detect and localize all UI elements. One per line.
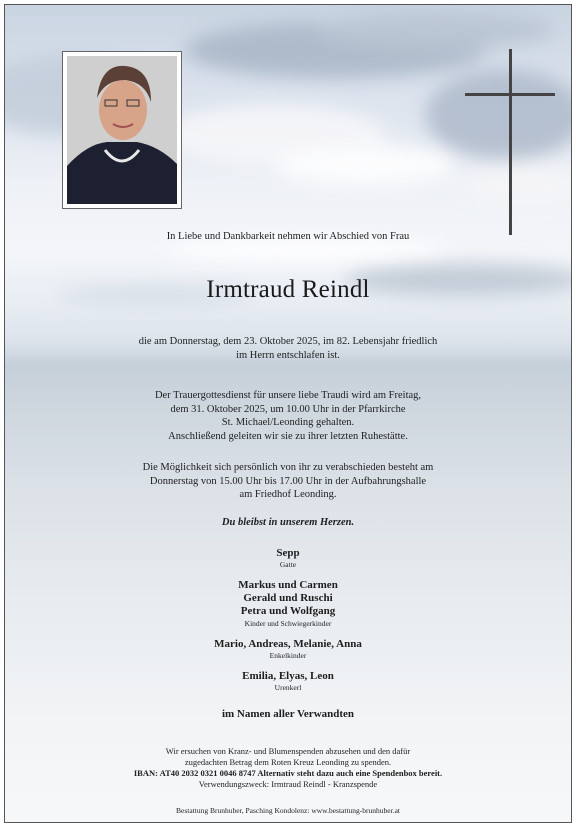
iban-line: IBAN: AT40 2032 0321 0046 8747 Alternativ steht dazu auch eine Spendenbox bereit. [133,768,443,778]
service-line: Der Trauergottesdienst für unsere liebe Traudi wird am Freitag, [154,390,422,401]
mourner-name: Gerald und Ruschi [243,592,333,604]
donation-notice [5,746,571,790]
relation-children: Kinder und Schwiegerkinder [244,619,332,628]
mourner-name: Markus und Carmen [238,579,338,591]
passing-line: die am Donnerstag, dem 23. Oktober 2025, im 82. Lebensjahr friedlich [138,336,438,347]
cross-icon [465,49,557,239]
mourner-great-grandchildren: Emilia, Elyas, Leon [242,670,334,682]
passing-line: im Herrn entschlafen ist. [236,349,340,361]
passing-paragraph [5,335,571,362]
mourner-relatives: im Namen aller Verwandten [221,708,355,720]
farewell-paragraph [5,461,571,502]
portrait-photo [67,56,177,204]
relation-great-grandchildren: Urenkerl [274,683,302,692]
purpose-line: Verwendungszweck: Irmtraud Reindl - Kranzspende [198,779,378,789]
service-line: St. Michael/Leonding gehalten. [221,417,355,428]
donation-line: zugedachten Betrag dem Roten Kreuz Leonding zu spenden. [184,757,392,767]
relation-spouse: Gatte [279,560,297,569]
service-line: Anschließend geleiten wir sie zu ihrer letzten Ruhestätte. [168,430,408,442]
obituary-card [4,4,572,823]
mourner-children [5,579,571,618]
farewell-line: am Friedhof Leonding. [239,489,337,500]
service-line: dem 31. Oktober 2025, um 10.00 Uhr in der Pfarrkirche [170,403,406,415]
mourner-grandchildren: Mario, Andreas, Melanie, Anna [214,638,362,650]
intro-text: In Liebe und Dankbarkeit nehmen wir Abschied von Frau [166,231,410,242]
motto: Du bleibst in unserem Herzen. [221,517,355,528]
farewell-line: Donnerstag von 15.00 Uhr bis 17.00 Uhr in der Aufbahrungshalle [149,475,427,487]
service-paragraph [5,389,571,443]
mourner-spouse: Sepp [276,547,300,559]
donation-line: Wir ersuchen von Kranz- und Blumenspenden abzusehen und den dafür [165,746,411,756]
relation-grandchildren: Enkelkinder [269,651,307,660]
mourner-name: Petra und Wolfgang [240,605,336,617]
portrait-frame [62,51,182,209]
deceased-name: Irmtraud Reindl [206,276,370,303]
funeral-home-footer: Bestattung Brunhuber, Pasching Kondolenz: www.bestattung-brunhuber.at [176,806,400,815]
farewell-line: Die Möglichkeit sich persönlich von ihr zu verabschieden besteht am [142,462,434,473]
